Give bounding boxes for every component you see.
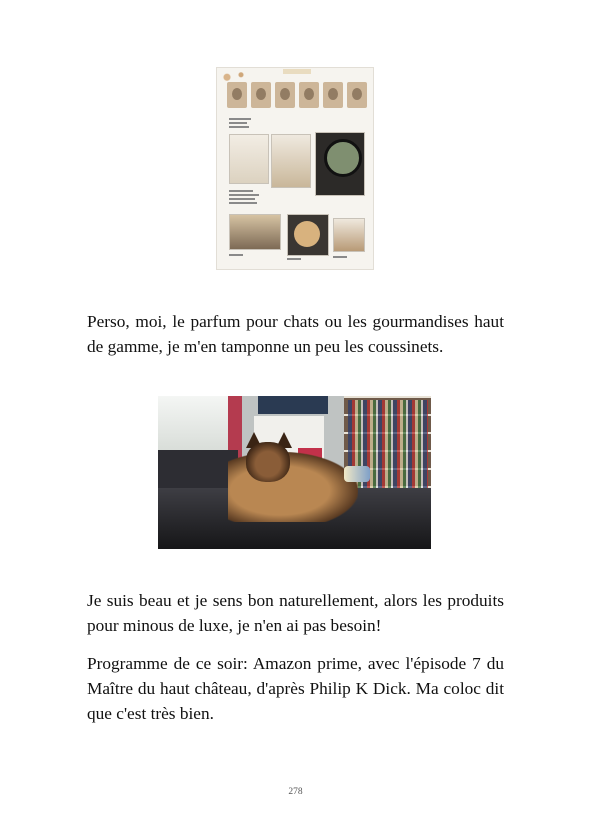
magazine-photo-round-window [315, 132, 365, 196]
paragraph-3: Programme de ce soir: Amazon prime, avec l'épisode 7 du Maître du haut château, d'après Philip K Dick. Ma coloc dit que c'est très bien. [87, 654, 504, 723]
magazine-photo-cat-stool [333, 218, 365, 252]
magazine-photo-cat-house [271, 134, 311, 188]
magazine-photo-cat-beds [229, 214, 281, 250]
cat-photo [158, 396, 431, 549]
magazine-top-label-graphic [283, 69, 311, 74]
paragraph-1: Perso, moi, le parfum pour chats ou les gourmandises haut de gamme, je m'en tamponne un peu les coussinets. [87, 312, 504, 356]
magazine-logo-graphic [227, 82, 367, 110]
magazine-floral-decoration [219, 70, 259, 82]
page-number: 278 [288, 787, 303, 797]
magazine-scan-image [216, 67, 374, 270]
magazine-photo-cat-tree [229, 134, 269, 184]
paragraph-2: Je suis beau et je sens bon naturellement, alors les produits pour minous de luxe, je n'en ai pas besoin! [87, 591, 504, 635]
magazine-photo-cat-pod [287, 214, 329, 256]
